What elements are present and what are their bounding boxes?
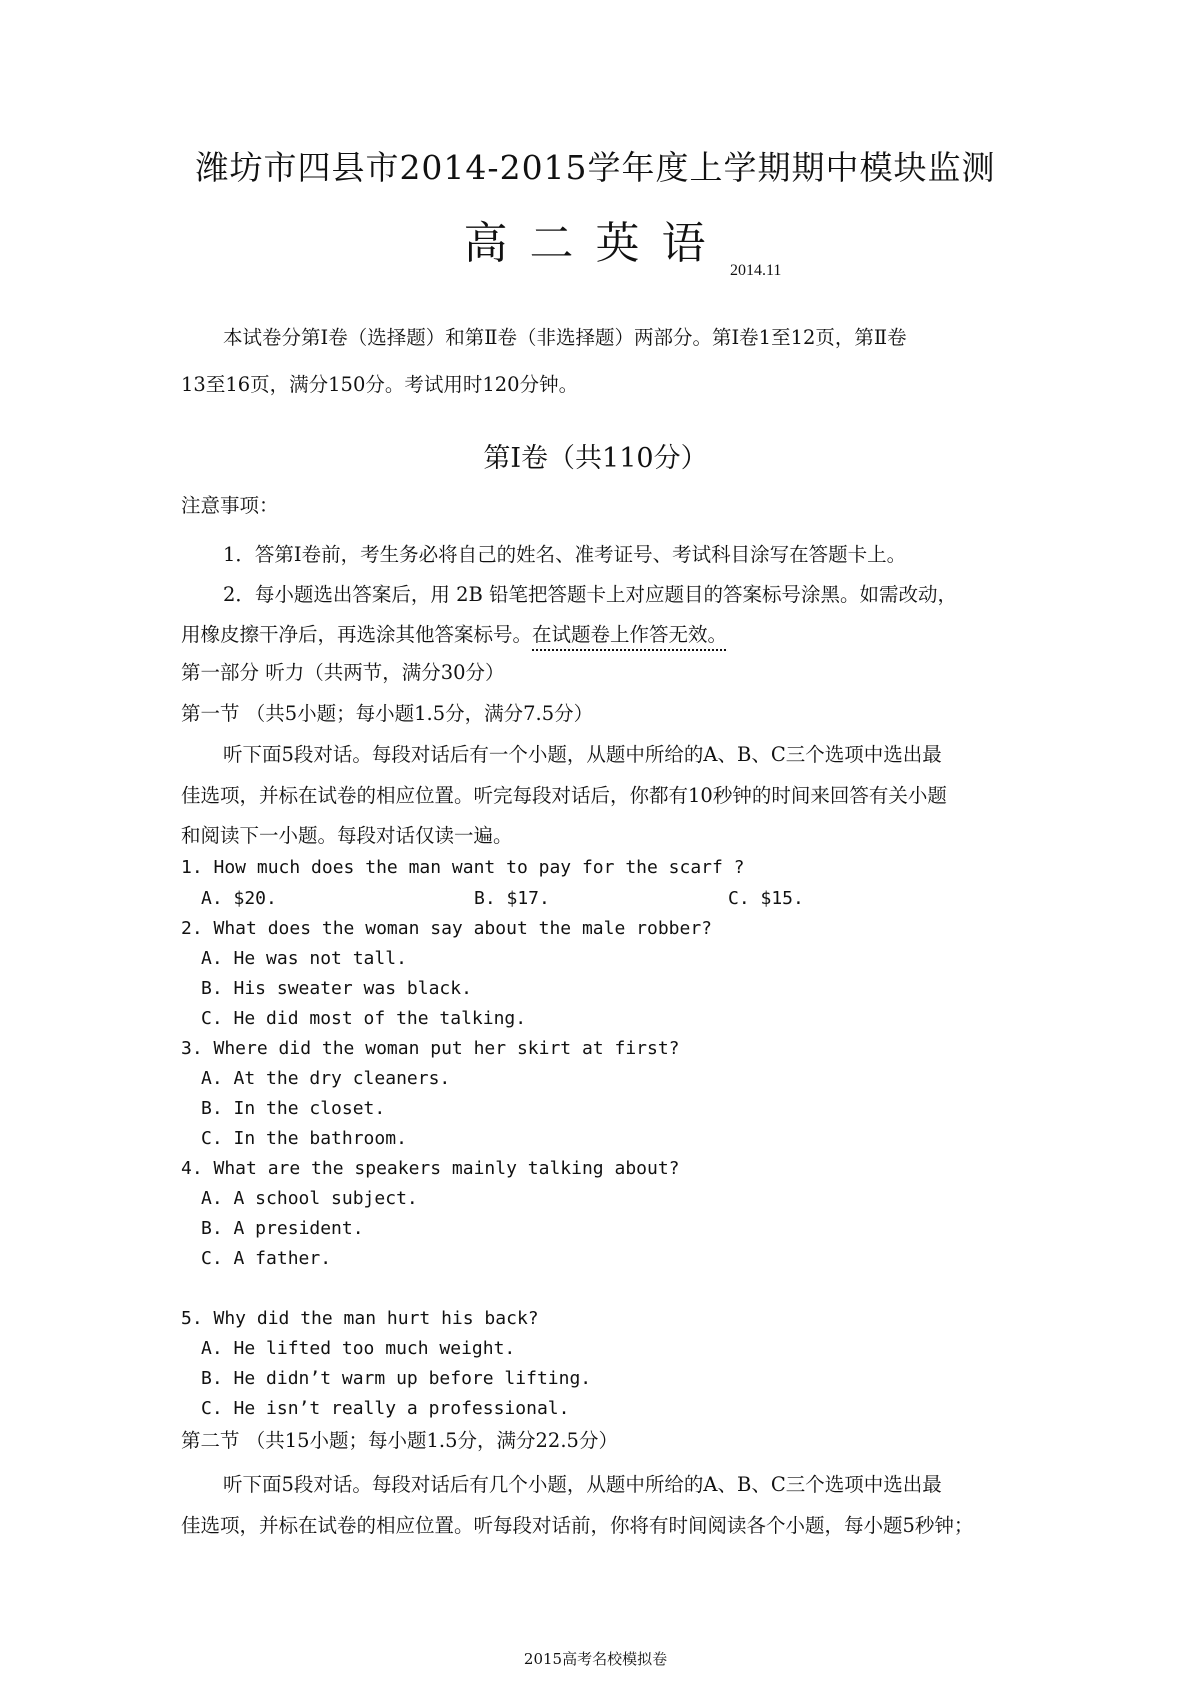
question-1-option-a: A. $20. (201, 888, 277, 909)
intro-line-2: 13至16页，满分150分。考试用时120分钟。 (181, 373, 579, 396)
question-1-option-c: C. $15. (728, 888, 804, 909)
exam-title: 潍坊市四县市2014-2015学年度上学期期中模块监测 (195, 148, 996, 187)
question-4: 4. What are the speakers mainly talking about? (181, 1158, 680, 1179)
intro-line-1: 本试卷分第Ⅰ卷（选择题）和第Ⅱ卷（非选择题）两部分。第Ⅰ卷1至12页，第Ⅱ卷 (223, 326, 907, 349)
question-5-option-c: C. He isn’t really a professional. (201, 1398, 570, 1419)
note-item-2-text: 用橡皮擦干净后，再选涂其他答案标号。 (181, 623, 533, 646)
section2-instr-1: 听下面5段对话。每段对话后有几个小题，从题中所给的A、B、C三个选项中选出最 (223, 1473, 942, 1496)
question-4-option-b: B. A president. (201, 1218, 364, 1239)
question-3-option-b: B. In the closet. (201, 1098, 386, 1119)
question-1: 1. How much does the man want to pay for the scarf ? (181, 857, 745, 878)
question-3-option-a: A. At the dry cleaners. (201, 1068, 451, 1089)
part1-title: 第一部分 听力（共两节，满分30分） (181, 661, 505, 684)
exam-subject: 高二英语 (463, 218, 728, 269)
question-2-option-c: C. He did most of the talking. (201, 1008, 527, 1029)
volume-heading: 第Ⅰ卷（共110分） (483, 443, 708, 474)
note-item-1: 1．答第Ⅰ卷前，考生务必将自己的姓名、准考证号、考试科目涂写在答题卡上。 (223, 543, 907, 566)
section2-title: 第二节 （共15小题；每小题1.5分，满分22.5分） (181, 1429, 618, 1452)
question-5-option-a: A. He lifted too much weight. (201, 1338, 516, 1359)
question-2-option-b: B. His sweater was black. (201, 978, 472, 999)
question-3: 3. Where did the woman put her skirt at first? (181, 1038, 680, 1059)
exam-date: 2014.11 (730, 262, 782, 279)
question-2-option-a: A. He was not tall. (201, 948, 407, 969)
section1-title: 第一节 （共5小题；每小题1.5分，满分7.5分） (181, 702, 594, 725)
notes-label: 注意事项： (181, 494, 279, 517)
section2-instr-2: 佳选项，并标在试卷的相应位置。听每段对话前，你将有时间阅读各个小题，每小题5秒钟； (181, 1514, 974, 1537)
question-5-option-b: B. He didn’t warm up before lifting. (201, 1368, 592, 1389)
question-4-option-c: C. A father. (201, 1248, 332, 1269)
question-1-option-b: B. $17. (474, 888, 550, 909)
note-item-2-line-1: 2．每小题选出答案后，用 2B 铅笔把答题卡上对应题目的答案标号涂黑。如需改动， (223, 583, 958, 606)
section1-instr-1: 听下面5段对话。每段对话后有一个小题，从题中所给的A、B、C三个选项中选出最 (223, 743, 942, 766)
note-emphasis: 在试题卷上作答无效。 (532, 623, 728, 646)
question-4-option-a: A. A school subject. (201, 1188, 418, 1209)
section1-instr-3: 和阅读下一小题。每段对话仅读一遍。 (181, 824, 513, 847)
section1-instr-2: 佳选项，并标在试卷的相应位置。听完每段对话后，你都有10秒钟的时间来回答有关小题 (181, 784, 947, 807)
page-footer: 2015高考名校模拟卷 (523, 1650, 668, 1668)
note-item-2-line-2 (181, 625, 727, 645)
question-2: 2. What does the woman say about the male robber? (181, 918, 713, 939)
question-3-option-c: C. In the bathroom. (201, 1128, 407, 1149)
question-5: 5. Why did the man hurt his back? (181, 1308, 539, 1329)
